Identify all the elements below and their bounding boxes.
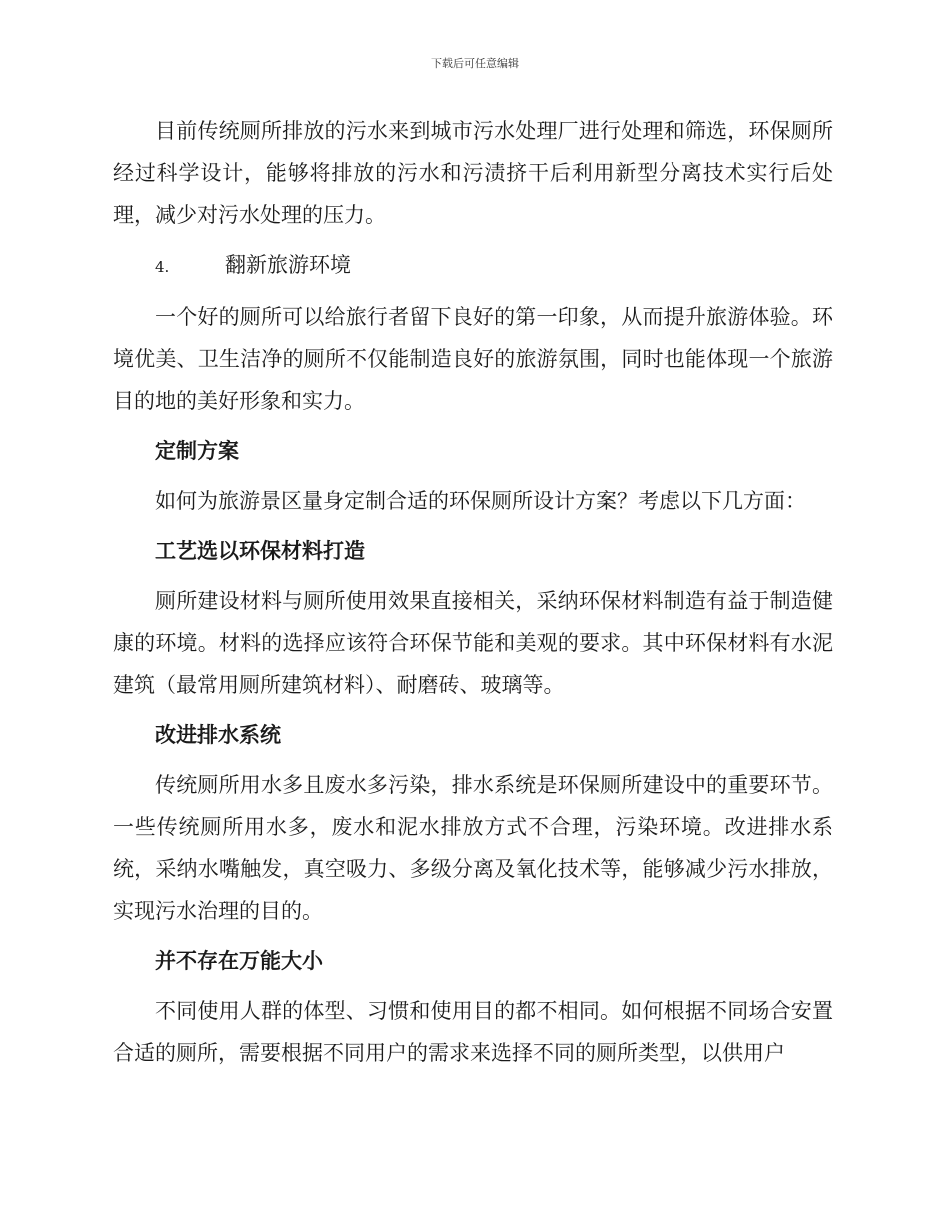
- document-body: [113, 110, 833, 1082]
- heading-eco-materials: 工艺选以环保材料打造: [155, 539, 365, 563]
- paragraph-sewage-treatment: 目前传统厕所排放的污水来到城市污水处理厂进行处理和筛选，环保厕所经过科学设计，能够将排放的污水和污渍挤干后利用新型分离技术实行后处理，减少对污水处理的压力。: [113, 119, 833, 227]
- paragraph-drainage: 传统厕所用水多且废水多污染，排水系统是环保厕所建设中的重要环节。一些传统厕所用水多，废水和泥水排放方式不合理，污染环境。改进排水系统，采纳水嘴触发，真空吸力、多级分离及氧化技术等，能够减少污水排放，实现污水治理的目的。: [113, 773, 833, 923]
- paragraph-materials: 厕所建设材料与厕所使用效果直接相关，采纳环保材料制造有益于制造健康的环境。材料的选择应该符合环保节能和美观的要求。其中环保材料有水泥建筑（最常用厕所建筑材料）、耐磨砖、玻璃等。: [113, 589, 833, 697]
- paragraph-user-needs: 不同使用人群的体型、习惯和使用目的都不相同。如何根据不同场合安置合适的厕所，需要根据不同用户的需求来选择不同的厕所类型，以供用户: [113, 999, 833, 1065]
- heading-drainage-system: 改进排水系统: [155, 723, 281, 747]
- list-item-text: 翻新旅游环境: [225, 253, 351, 277]
- heading-custom-plan: 定制方案: [155, 439, 239, 463]
- paragraph-plan-question: 如何为旅游景区量身定制合适的环保厕所设计方案？考虑以下几方面：: [155, 489, 806, 513]
- paragraph-tourism-environment: 一个好的厕所可以给旅行者留下良好的第一印象，从而提升旅游体验。环境优美、卫生洁净的厕所不仅能制造良好的旅游氛围，同时也能体现一个旅游目的地的美好形象和实力。: [113, 305, 833, 413]
- page-header: 下载后可任意编辑: [431, 57, 519, 70]
- heading-no-universal-size: 并不存在万能大小: [155, 949, 323, 973]
- list-item-4: [113, 244, 833, 288]
- list-number: 4.: [155, 258, 170, 276]
